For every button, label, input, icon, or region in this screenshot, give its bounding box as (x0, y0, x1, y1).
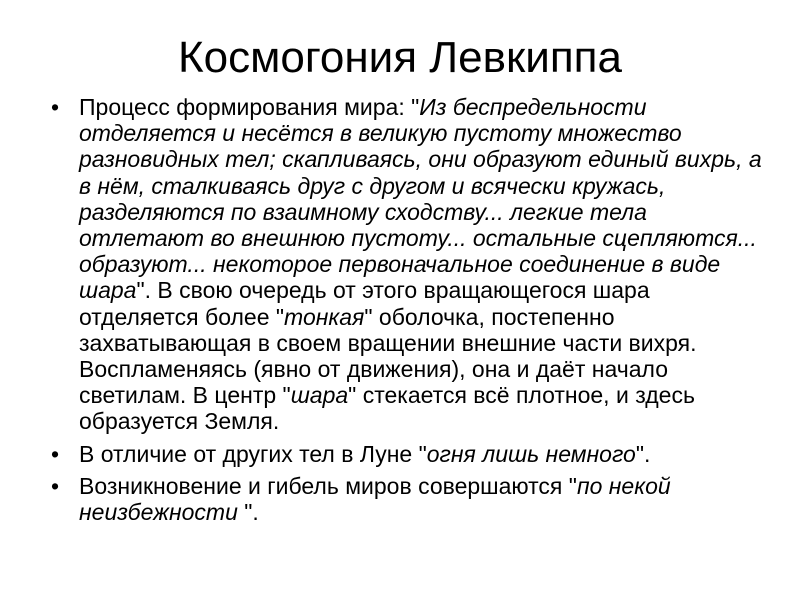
bullet-text-segment: " стекается всё плотное, и здесь образуется Земля. (79, 382, 695, 435)
bullet-text-segment-italic: Из беспредельности отделяется и несётся в великую пустоту множество разновидных тел; скапливаясь, они образуют единый вихрь, а в нём, сталкиваясь друг с другом и всячески кружась, разделяются по взаимному сходству... легкие тела отлетают во внешнюю пустоту... остальные сцепляются... образуют... некоторое первоначальное соединение в виде шара (79, 94, 762, 304)
bullet-text-segment: " оболочка, постепенно захватывающая в своем вращении внешние части вихря. Воспламеняясь (явно от движения), она и даёт начало светилам. В центр " (79, 303, 697, 409)
bullet-dot-icon: • (51, 472, 60, 499)
bullet-text-segment: Возникновение и гибель миров совершаются " (79, 472, 577, 499)
slide-title: Космогония Левкиппа (178, 33, 622, 82)
bullet-text-segment: ". (635, 440, 651, 467)
bullet-list (48, 94, 768, 531)
bullet-text-segment-italic: огня лишь немного (426, 440, 636, 467)
bullet-text-segment-italic: тонкая (284, 303, 365, 330)
bullet-text-segment: ". (244, 499, 259, 526)
bullet-dot-icon: • (51, 440, 60, 467)
bullet-text-segment: Процесс формирования мира: " (79, 94, 420, 120)
bullet-text-segment: ". В свою очередь от этого вращающегося шара отделяется более " (79, 277, 650, 330)
bullet-item (48, 94, 768, 435)
bullet-dot-icon: • (51, 94, 60, 120)
bullet-text-segment-italic: по некой неизбежности (79, 472, 671, 526)
bullet-text-segment-italic: шара (290, 382, 349, 409)
bullet-item (48, 441, 768, 467)
bullet-item (48, 473, 768, 525)
bullet-text-segment: В отличие от других тел в Луне " (79, 440, 427, 467)
